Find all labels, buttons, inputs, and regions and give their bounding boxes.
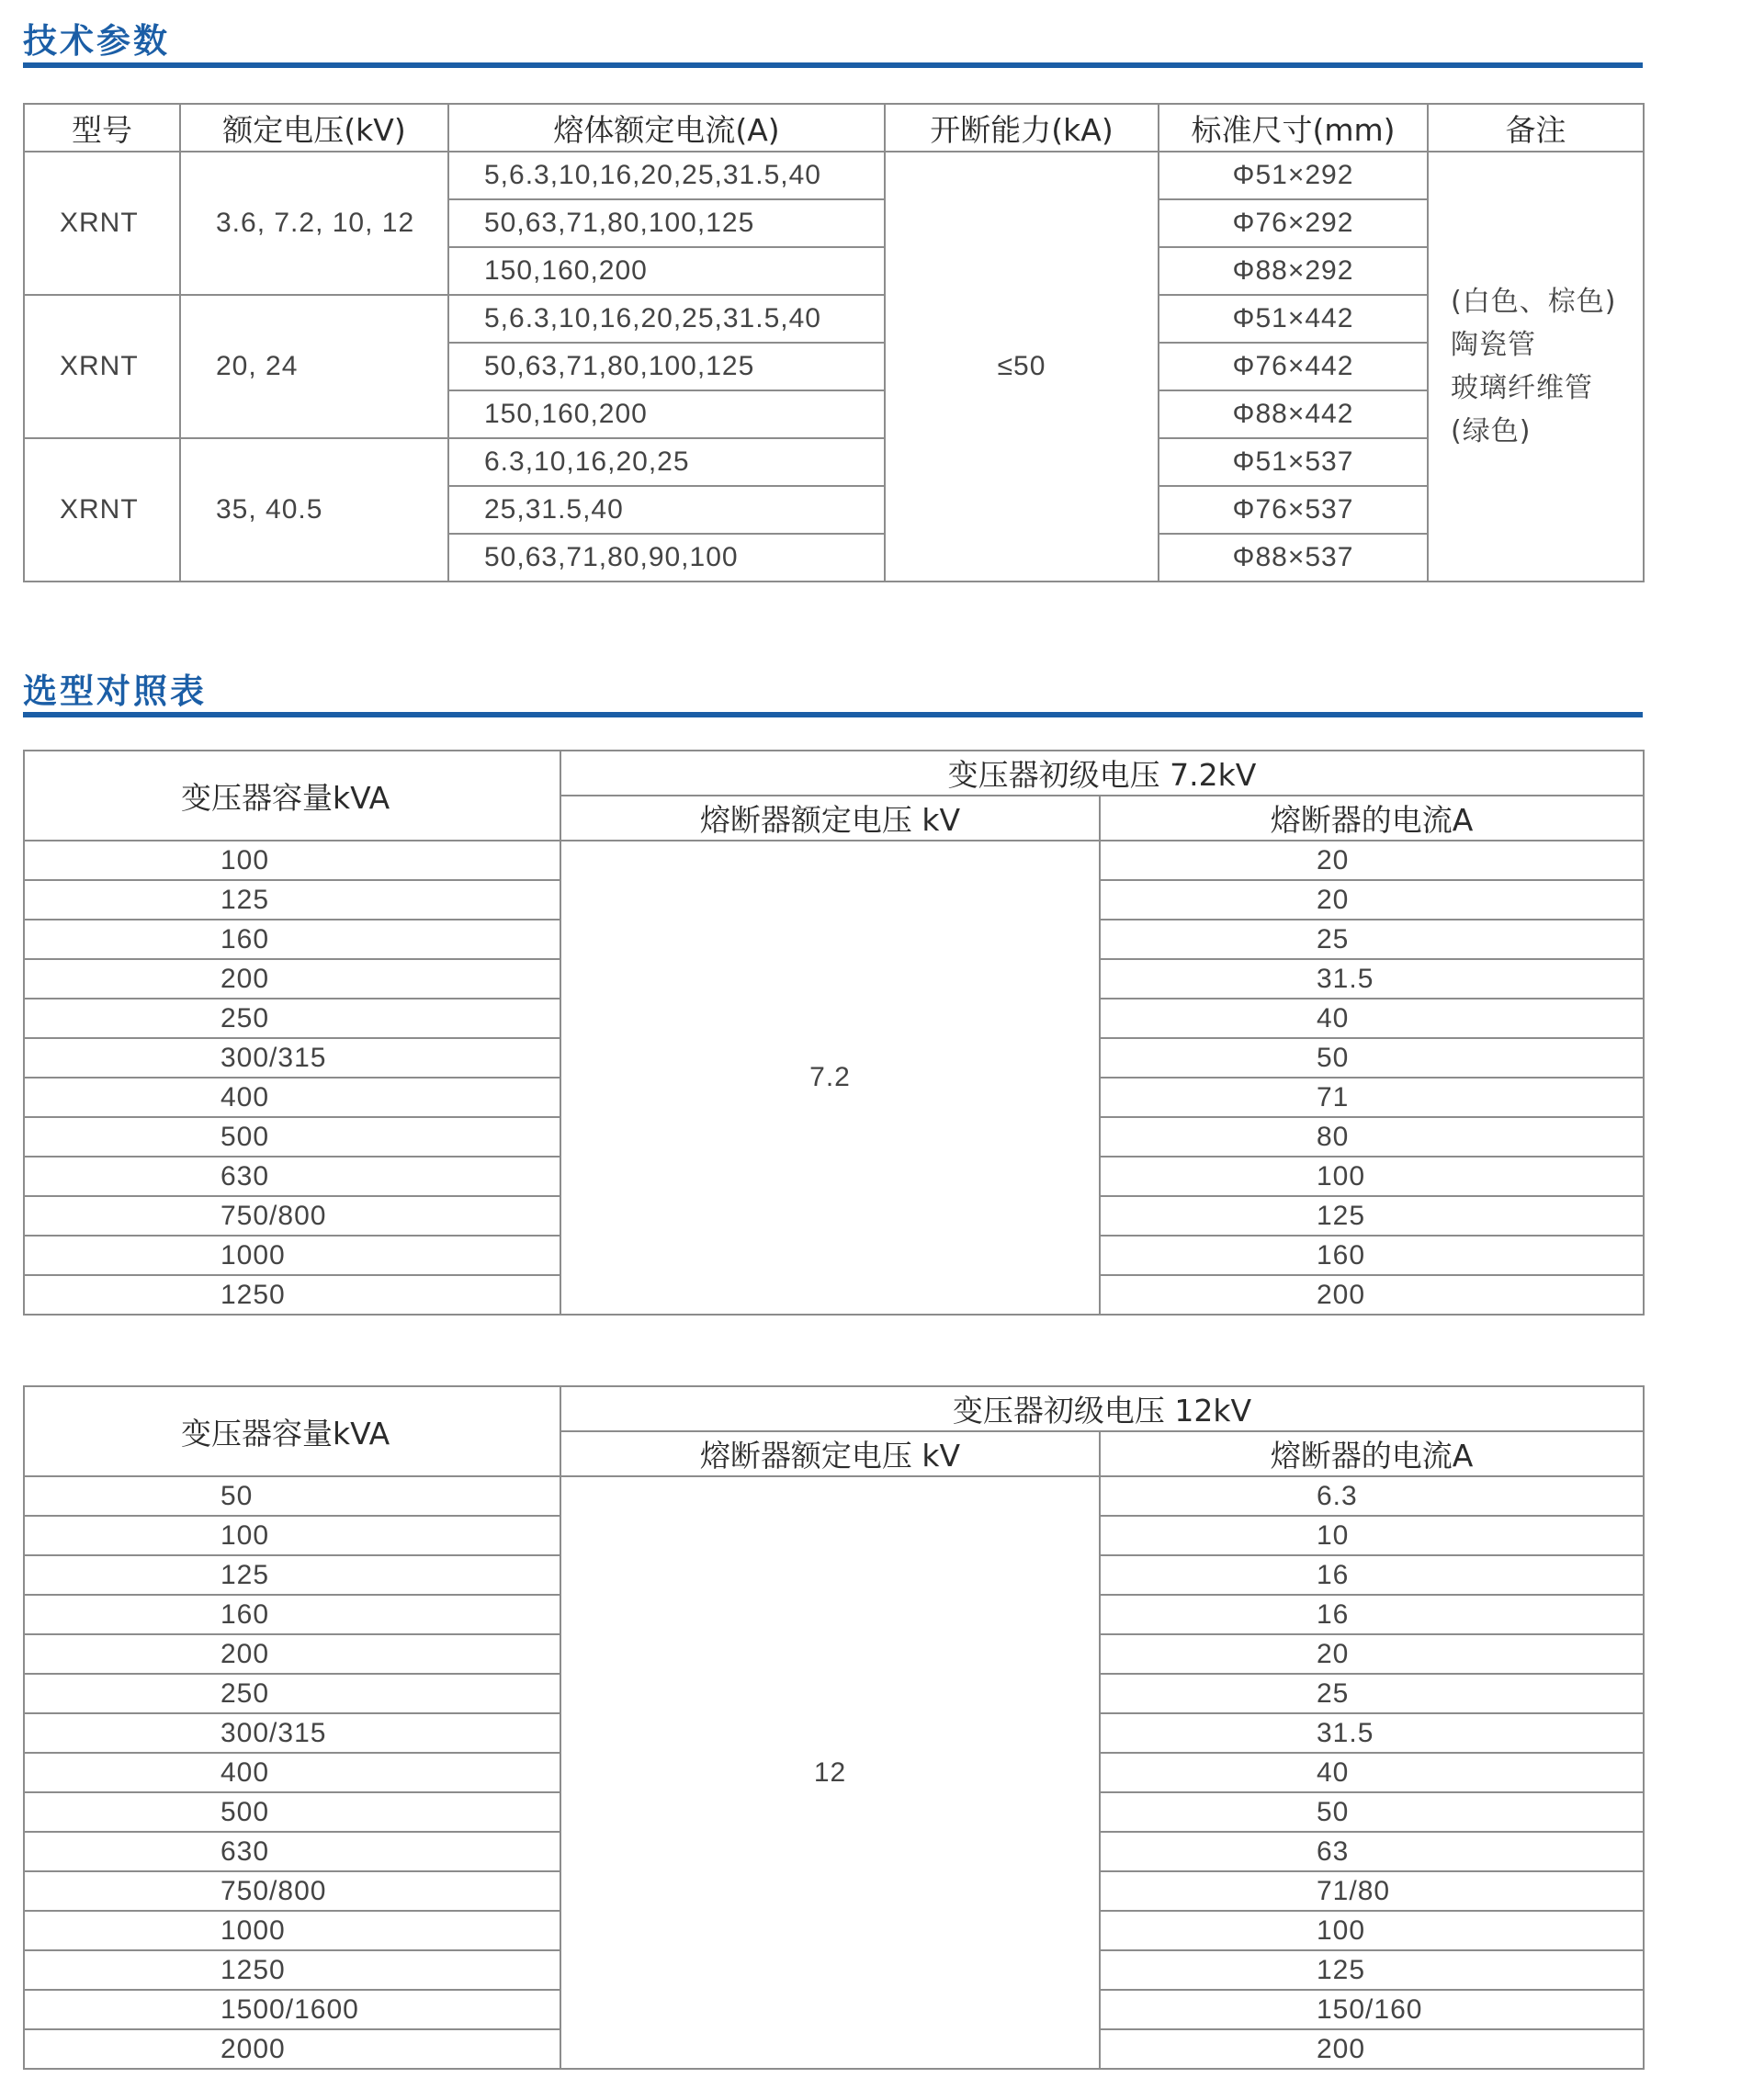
fuse-current-cell: 50,63,71,80,100,125	[448, 343, 885, 390]
fuse-current-cell: 150,160,200	[448, 390, 885, 438]
spec-header-cell: 额定电压(kV)	[180, 104, 448, 152]
fuse-current-cell: 16	[1100, 1595, 1644, 1634]
model-cell: XRNT	[24, 295, 180, 438]
selection-table-7.2kv	[23, 750, 1645, 1316]
fuse-current-cell: 20	[1100, 841, 1644, 880]
capacity-cell: 500	[24, 1117, 560, 1157]
fuse-current-cell: 16	[1100, 1555, 1644, 1595]
model-cell: XRNT	[24, 152, 180, 295]
fuse-current-cell: 25	[1100, 920, 1644, 959]
spec-header-cell: 开断能力(kA)	[885, 104, 1159, 152]
selection-section-rule	[23, 712, 1643, 717]
spec-header-cell: 备注	[1428, 104, 1644, 152]
fuse-current-cell: 100	[1100, 1911, 1644, 1950]
size-cell: Φ51×537	[1159, 438, 1428, 486]
fuse-current-cell: 50,63,71,80,90,100	[448, 534, 885, 582]
fuse-voltage-cell: 12	[560, 1476, 1100, 2069]
fuse-current-cell: 25	[1100, 1674, 1644, 1713]
size-cell: Φ88×537	[1159, 534, 1428, 582]
fuse-current-header: 熔断器的电流A	[1100, 1431, 1644, 1476]
spec-header-cell: 熔体额定电流(A)	[448, 104, 885, 152]
capacity-cell: 160	[24, 920, 560, 959]
capacity-cell: 750/800	[24, 1871, 560, 1911]
selection-table-body	[24, 841, 1644, 1315]
capacity-cell: 2000	[24, 2029, 560, 2069]
primary-voltage-header: 变压器初级电压 7.2kV	[560, 751, 1644, 796]
capacity-cell: 50	[24, 1476, 560, 1516]
fuse-voltage-header: 熔断器额定电压 kV	[560, 1431, 1100, 1476]
capacity-cell: 200	[24, 959, 560, 999]
spec-table-body	[24, 152, 1644, 582]
size-cell: Φ88×292	[1159, 247, 1428, 295]
rated-voltage-cell: 20, 24	[180, 295, 448, 438]
fuse-voltage-header: 熔断器额定电压 kV	[560, 796, 1100, 841]
capacity-cell: 200	[24, 1634, 560, 1674]
fuse-current-cell: 63	[1100, 1832, 1644, 1871]
selection-row	[24, 1476, 1644, 1516]
fuse-current-cell: 50,63,71,80,100,125	[448, 199, 885, 247]
spec-section-rule	[23, 62, 1643, 68]
capacity-header: 变压器容量kVA	[24, 751, 560, 841]
fuse-current-cell: 5,6.3,10,16,20,25,31.5,40	[448, 152, 885, 199]
capacity-cell: 100	[24, 1516, 560, 1555]
spec-row	[24, 295, 1644, 343]
breaking-capacity-cell: ≤50	[885, 152, 1159, 582]
fuse-current-cell: 31.5	[1100, 1713, 1644, 1753]
rated-voltage-cell: 35, 40.5	[180, 438, 448, 582]
fuse-current-cell: 125	[1100, 1196, 1644, 1236]
fuse-current-cell: 80	[1100, 1117, 1644, 1157]
capacity-cell: 160	[24, 1595, 560, 1634]
capacity-cell: 1250	[24, 1950, 560, 1990]
fuse-current-cell: 160	[1100, 1236, 1644, 1275]
fuse-current-cell: 71/80	[1100, 1871, 1644, 1911]
selection-table-12kv	[23, 1385, 1645, 2070]
fuse-current-cell: 6.3,10,16,20,25	[448, 438, 885, 486]
fuse-current-cell: 31.5	[1100, 959, 1644, 999]
capacity-cell: 1250	[24, 1275, 560, 1315]
note-line: (绿色)	[1451, 415, 1532, 447]
fuse-current-cell: 200	[1100, 2029, 1644, 2069]
fuse-current-cell: 20	[1100, 880, 1644, 920]
fuse-current-cell: 20	[1100, 1634, 1644, 1674]
fuse-current-cell: 6.3	[1100, 1476, 1644, 1516]
size-cell: Φ76×442	[1159, 343, 1428, 390]
fuse-current-cell: 10	[1100, 1516, 1644, 1555]
capacity-header: 变压器容量kVA	[24, 1386, 560, 1476]
rated-voltage-cell: 3.6, 7.2, 10, 12	[180, 152, 448, 295]
note-line: 玻璃纤维管	[1451, 372, 1593, 404]
fuse-current-cell: 5,6.3,10,16,20,25,31.5,40	[448, 295, 885, 343]
capacity-cell: 500	[24, 1792, 560, 1832]
size-cell: Φ51×442	[1159, 295, 1428, 343]
capacity-cell: 125	[24, 880, 560, 920]
spec-section-title: 技术参数	[23, 21, 170, 61]
primary-voltage-header: 变压器初级电压 12kV	[560, 1386, 1644, 1431]
capacity-cell: 1500/1600	[24, 1990, 560, 2029]
size-cell: Φ76×292	[1159, 199, 1428, 247]
spec-table	[23, 103, 1645, 582]
spec-row	[24, 438, 1644, 486]
capacity-cell: 1000	[24, 1911, 560, 1950]
capacity-cell: 750/800	[24, 1196, 560, 1236]
spec-header-row	[24, 104, 1644, 152]
fuse-current-cell: 50	[1100, 1038, 1644, 1078]
fuse-voltage-cell: 7.2	[560, 841, 1100, 1315]
size-cell: Φ76×537	[1159, 486, 1428, 534]
spec-row	[24, 152, 1644, 199]
spec-header-cell: 标准尺寸(mm)	[1159, 104, 1428, 152]
fuse-current-cell: 71	[1100, 1078, 1644, 1117]
selection-table-body	[24, 1476, 1644, 2069]
capacity-cell: 250	[24, 1674, 560, 1713]
note-cell	[1428, 152, 1644, 582]
capacity-cell: 100	[24, 841, 560, 880]
fuse-current-cell: 40	[1100, 1753, 1644, 1792]
capacity-cell: 400	[24, 1753, 560, 1792]
fuse-current-cell: 25,31.5,40	[448, 486, 885, 534]
selection-row	[24, 841, 1644, 880]
fuse-current-cell: 40	[1100, 999, 1644, 1038]
model-cell: XRNT	[24, 438, 180, 582]
fuse-current-cell: 200	[1100, 1275, 1644, 1315]
selection-section-title: 选型对照表	[23, 672, 207, 711]
fuse-current-cell: 125	[1100, 1950, 1644, 1990]
note-line: (白色、棕色)	[1451, 286, 1617, 318]
capacity-cell: 250	[24, 999, 560, 1038]
capacity-cell: 300/315	[24, 1713, 560, 1753]
fuse-current-cell: 150,160,200	[448, 247, 885, 295]
capacity-cell: 1000	[24, 1236, 560, 1275]
spec-header-cell: 型号	[24, 104, 180, 152]
fuse-current-cell: 100	[1100, 1157, 1644, 1196]
capacity-cell: 630	[24, 1157, 560, 1196]
fuse-current-cell: 150/160	[1100, 1990, 1644, 2029]
fuse-current-header: 熔断器的电流A	[1100, 796, 1644, 841]
fuse-current-cell: 50	[1100, 1792, 1644, 1832]
size-cell: Φ51×292	[1159, 152, 1428, 199]
capacity-cell: 400	[24, 1078, 560, 1117]
size-cell: Φ88×442	[1159, 390, 1428, 438]
capacity-cell: 125	[24, 1555, 560, 1595]
note-line: 陶瓷管	[1451, 329, 1536, 361]
capacity-cell: 300/315	[24, 1038, 560, 1078]
capacity-cell: 630	[24, 1832, 560, 1871]
